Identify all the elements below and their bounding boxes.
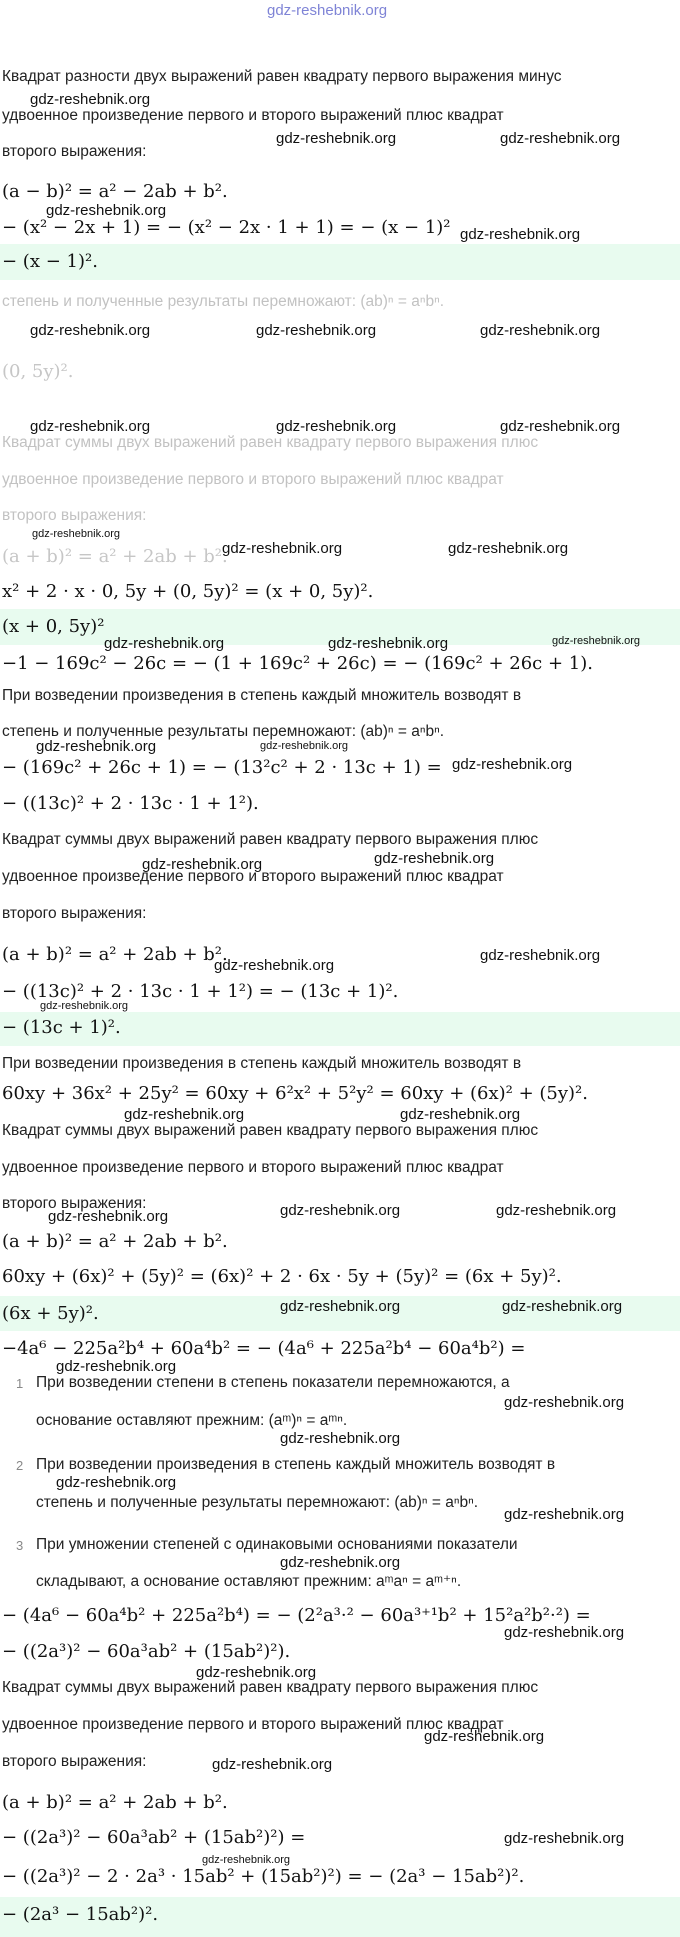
answer-line: − (x − 1)².	[2, 251, 98, 272]
formula-line: − ((2a³)² − 2 · 2a³ · 15ab² + (15ab²)²) = − (2a³ − 15ab²)².	[2, 1866, 525, 1887]
rule-number: 1	[16, 1376, 24, 1391]
watermark: gdz-reshebnik.org	[552, 635, 641, 647]
watermark: gdz-reshebnik.org	[424, 1728, 545, 1745]
rule-number: 3	[16, 1538, 24, 1553]
watermark: gdz-reshebnik.org	[448, 540, 569, 557]
formula-line: (a + b)² = a² + 2ab + b².	[2, 944, 228, 965]
watermark: gdz-reshebnik.org	[202, 1854, 291, 1866]
watermark: gdz-reshebnik.org	[104, 635, 225, 652]
watermark: gdz-reshebnik.org	[504, 1830, 625, 1847]
formula-line: x² + 2 · x · 0, 5y + (0, 5y)² = (x + 0, 5y)².	[2, 581, 374, 602]
formula-line: −4a⁶ − 225a²b⁴ + 60a⁴b² = − (4a⁶ + 225a²b⁴ − 60a⁴b²) =	[2, 1338, 526, 1359]
text-line: При возведении произведения в степень каждый множитель возводят в	[2, 1055, 522, 1072]
watermark: gdz-reshebnik.org	[480, 322, 601, 339]
text-line: удвоенное произведение первого и второго выражений плюс квадрат	[2, 868, 504, 885]
watermark: gdz-reshebnik.org	[256, 322, 377, 339]
watermark: gdz-reshebnik.org	[46, 202, 167, 219]
watermark: gdz-reshebnik.org	[500, 130, 621, 147]
watermark: gdz-reshebnik.org	[276, 418, 397, 435]
text-line: второго выражения:	[2, 1195, 147, 1212]
watermark: gdz-reshebnik.org	[502, 1298, 623, 1315]
watermark: gdz-reshebnik.org	[480, 947, 601, 964]
formula-line: (a + b)² = a² + 2ab + b².	[2, 1231, 228, 1252]
watermark: gdz-reshebnik.org	[48, 1208, 169, 1225]
text-line: Квадрат суммы двух выражений равен квадрату первого выражения плюс	[2, 1122, 539, 1139]
text-line: второго выражения:	[2, 1753, 147, 1770]
formula-line: − ((2a³)² − 60a³ab² + (15ab²)²).	[2, 1641, 291, 1662]
watermark: gdz-reshebnik.org	[280, 1298, 401, 1315]
watermark: gdz-reshebnik.org	[504, 1624, 625, 1641]
answer-line: (6x + 5y)².	[2, 1303, 99, 1324]
rule-number: 2	[16, 1458, 24, 1473]
text-line: степень и полученные результаты перемножают: (ab)ⁿ = aⁿbⁿ.	[2, 723, 445, 740]
watermark: gdz-reshebnik.org	[142, 856, 263, 873]
rule-line: складывают, а основание оставляют прежним: aᵐaⁿ = aᵐ⁺ⁿ.	[36, 1573, 462, 1590]
watermark: gdz-reshebnik.org	[260, 740, 349, 752]
formula-line: (a − b)² = a² − 2ab + b².	[2, 181, 228, 202]
formula-line: − (4a⁶ − 60a⁴b² + 225a²b⁴) = − (2²a³·² − 60a³⁺¹b² + 15²a²b²·²) =	[2, 1605, 591, 1626]
formula-line: − (x² − 2x + 1) = − (x² − 2x · 1 + 1) = − (x − 1)²	[2, 217, 451, 238]
watermark: gdz-reshebnik.org	[504, 1394, 625, 1411]
watermark: gdz-reshebnik.org	[400, 1106, 521, 1123]
answer-line: − (2a³ − 15ab²)².	[2, 1904, 159, 1925]
text-line: Квадрат суммы двух выражений равен квадрату первого выражения плюс	[2, 831, 539, 848]
watermark: gdz-reshebnik.org	[328, 635, 449, 652]
rule-line: При возведении произведения в степень каждый множитель возводят в	[36, 1456, 556, 1473]
formula-line: 60xy + (6x)² + (5y)² = (6x)² + 2 · 6x · 5y + (5y)² = (6x + 5y)².	[2, 1266, 562, 1287]
watermark: gdz-reshebnik.org	[460, 226, 581, 243]
formula-line: − ((13c)² + 2 · 13c · 1 + 1²) = − (13c + 1)².	[2, 981, 399, 1002]
watermark: gdz-reshebnik.org	[30, 91, 151, 108]
text-line: второго выражения:	[2, 905, 147, 922]
text-line: удвоенное произведение первого и второго выражений плюс квадрат	[2, 471, 504, 488]
text-line: степень и полученные результаты перемножают: (ab)ⁿ = aⁿbⁿ.	[2, 293, 445, 310]
watermark: gdz-reshebnik.org	[500, 418, 621, 435]
watermark: gdz-reshebnik.org	[196, 1664, 317, 1681]
watermark: gdz-reshebnik.org	[214, 957, 335, 974]
formula-line: (a + b)² = a² + 2ab + b².	[2, 1792, 228, 1813]
watermark: gdz-reshebnik.org	[56, 1358, 177, 1375]
watermark: gdz-reshebnik.org	[496, 1202, 617, 1219]
watermark: gdz-reshebnik.org	[40, 1000, 129, 1012]
watermark: gdz-reshebnik.org	[124, 1106, 245, 1123]
text-line: Квадрат суммы двух выражений равен квадрату первого выражения плюс	[2, 1679, 539, 1696]
answer-line: − (13c + 1)².	[2, 1017, 121, 1038]
text-line: При возведении произведения в степень каждый множитель возводят в	[2, 687, 522, 704]
formula-line: (a + b)² = a² + 2ab + b².	[2, 546, 228, 567]
formula-line: (0, 5y)².	[2, 361, 74, 382]
watermark: gdz-reshebnik.org	[374, 850, 495, 867]
watermark: gdz-reshebnik.org	[32, 528, 121, 540]
rule-line: При возведении степени в степень показатели перемножаются, а	[36, 1374, 510, 1391]
rule-line: основание оставляют прежним: (aᵐ)ⁿ = aᵐⁿ.	[36, 1412, 348, 1429]
text-line: второго выражения:	[2, 507, 147, 524]
watermark: gdz-reshebnik.org	[212, 1756, 333, 1773]
watermark: gdz-reshebnik.org	[30, 322, 151, 339]
watermark: gdz-reshebnik.org	[280, 1202, 401, 1219]
watermark: gdz-reshebnik.org	[56, 1474, 177, 1491]
text-line: удвоенное произведение первого и второго выражений плюс квадрат	[2, 1159, 504, 1176]
text-line: удвоенное произведение первого и второго выражений плюс квадрат	[2, 107, 504, 124]
watermark: gdz-reshebnik.org	[280, 1554, 401, 1571]
site-header-link[interactable]: gdz-reshebnik.org	[267, 2, 388, 19]
formula-line: − (169c² + 26c + 1) = − (13²c² + 2 · 13c + 1) =	[2, 757, 442, 778]
watermark: gdz-reshebnik.org	[30, 418, 151, 435]
text-line: Квадрат суммы двух выражений равен квадрату первого выражения плюс	[2, 434, 539, 451]
formula-line: − ((2a³)² − 60a³ab² + (15ab²)²) =	[2, 1827, 306, 1848]
watermark: gdz-reshebnik.org	[280, 1430, 401, 1447]
watermark: gdz-reshebnik.org	[276, 130, 397, 147]
text-line: Квадрат разности двух выражений равен квадрату первого выражения минус	[2, 68, 562, 85]
rule-line: При умножении степеней с одинаковыми основаниями показатели	[36, 1536, 518, 1553]
formula-line: 60xy + 36x² + 25y² = 60xy + 6²x² + 5²y² = 60xy + (6x)² + (5y)².	[2, 1083, 588, 1104]
watermark: gdz-reshebnik.org	[222, 540, 343, 557]
answer-line: (x + 0, 5y)²	[2, 616, 105, 637]
watermark: gdz-reshebnik.org	[504, 1506, 625, 1523]
rule-line: степень и полученные результаты перемножают: (ab)ⁿ = aⁿbⁿ.	[36, 1494, 479, 1511]
highlight-band	[0, 244, 680, 280]
watermark: gdz-reshebnik.org	[452, 756, 573, 773]
watermark: gdz-reshebnik.org	[36, 738, 157, 755]
text-line: удвоенное произведение первого и второго выражений плюс квадрат	[2, 1716, 504, 1733]
text-line: второго выражения:	[2, 143, 147, 160]
formula-line: − ((13c)² + 2 · 13c · 1 + 1²).	[2, 793, 259, 814]
formula-line: −1 − 169c² − 26c = − (1 + 169c² + 26c) = − (169c² + 26c + 1).	[2, 653, 593, 674]
